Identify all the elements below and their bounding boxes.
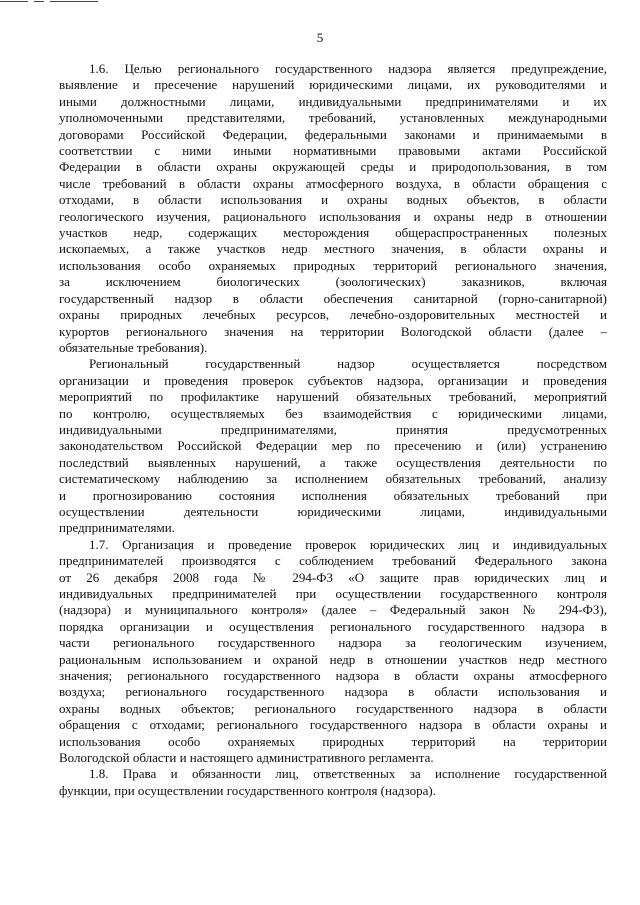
text-line: геологического изучения, рационального использования и охраны недр в отношении	[59, 208, 607, 224]
paragraph-p-1-8	[59, 766, 607, 799]
text-line: договорами Российской Федерации, федеральными законами и принимаемыми в	[59, 126, 607, 142]
text-line: государственный надзор в области обеспечения санитарной (горно-санитарной)	[59, 290, 607, 306]
text-line: за исключением биологических (зоологических) заказников, включая	[59, 274, 607, 290]
text-line: Вологодской области и настоящего административного регламента.	[59, 750, 434, 766]
text-line: обращения с отходами; регионального государственного надзора в области охраны и	[59, 717, 607, 733]
text-line: использования особо охраняемых природных территорий на территории	[59, 733, 607, 749]
text-line: соответствии с ними иными нормативными правовыми актами Российской	[59, 143, 607, 159]
text-line: последствий выявленных нарушений, а также осуществления деятельности по	[59, 454, 607, 470]
text-line: осуществлении деятельности юридическими лицами, индивидуальными	[59, 503, 607, 519]
text-line: числе требований в области охраны атмосферного воздуха, в области обращения с	[59, 175, 607, 191]
text-line: мероприятий по профилактике нарушений обязательных требований, мероприятий	[59, 389, 607, 405]
text-line: рациональным использованием и охраной недр в отношении участков недр местного	[59, 651, 607, 667]
text-line: части регионального государственного надзора за геологическим изучением,	[59, 635, 607, 651]
text-line: уполномоченными представителями, требований, установленных международными	[59, 110, 607, 126]
text-line: 1.8. Права и обязанности лиц, ответственных за исполнение государственной	[89, 766, 607, 782]
text-line: законодательством Российской Федерации мер по пресечению и (или) устранению	[59, 438, 607, 454]
scan-edge-mark	[0, 0, 120, 4]
text-line: функции, при осуществлении государственного контроля (надзора).	[59, 782, 436, 798]
text-line: отходами, в области использования и охраны водных объектов, в области	[59, 192, 607, 208]
text-line: обязательные требования).	[59, 339, 208, 355]
document-body	[59, 61, 607, 799]
paragraph-p-1-6	[59, 61, 607, 356]
text-line: 1.7. Организация и проведение проверок юридических лиц и индивидуальных	[89, 536, 607, 552]
text-line: систематическому наблюдению за исполнением обязательных требований, анализу	[59, 471, 607, 487]
text-line: охраны природных лечебных ресурсов, лечебно-оздоровительных местностей и	[59, 307, 607, 323]
text-line: от 26 декабря 2008 года № 294-ФЗ «О защите прав юридических лиц и	[59, 569, 607, 585]
text-line: Региональный государственный надзор осуществляется посредством	[89, 356, 607, 372]
text-line: использования особо охраняемых природных территорий регионального значения,	[59, 257, 607, 273]
text-line: порядка организации и осуществления регионального государственного надзора в	[59, 618, 607, 634]
text-line: воздуха; регионального государственного надзора в области использования и	[59, 684, 607, 700]
text-line: 1.6. Целью регионального государственного надзора является предупреждение,	[89, 61, 607, 76]
text-line: иными должностными лицами, индивидуальными предпринимателями и их	[59, 93, 607, 109]
text-line: индивидуальных предпринимателей при осуществлении государственного контроля	[59, 586, 607, 601]
text-line: курортов регионального значения на территории Вологодской области (далее –	[59, 323, 607, 339]
paragraph-p-1-7	[59, 537, 607, 767]
text-line: предпринимателей производятся с соблюдением требований Федерального закона	[59, 553, 607, 569]
text-line: по контролю, осуществляемых без взаимодействия с юридическими лицами,	[59, 405, 607, 421]
text-line: выявление и пресечение нарушений юридическими лицами, их руководителями и	[59, 77, 607, 93]
text-line: охраны водных объектов; регионального государственного надзора в области	[59, 700, 607, 716]
text-line: (надзора) и муниципального контроля» (далее – Федеральный закон № 294-ФЗ),	[59, 602, 607, 618]
text-line: и прогнозированию состояния исполнения обязательных требований при	[59, 487, 607, 503]
text-line: значения; регионального государственного надзора в области охраны атмосферного	[59, 668, 607, 684]
text-line: Федерации в области охраны окружающей среды и природопользования, в том	[59, 159, 607, 175]
text-line: предпринимателями.	[59, 520, 175, 536]
text-line: организации и проведения проверок субъектов надзора, организации и проведения	[59, 372, 607, 388]
text-line: ископаемых, а также участков недр местного значения, в области охраны и	[59, 241, 607, 257]
text-line: индивидуальными предпринимателями, принятия предусмотренных	[59, 421, 607, 437]
text-line: участков недр, содержащих месторождения общераспространенных полезных	[59, 225, 607, 241]
paragraph-p-regional	[59, 356, 607, 536]
page-number: 5	[316, 30, 324, 45]
